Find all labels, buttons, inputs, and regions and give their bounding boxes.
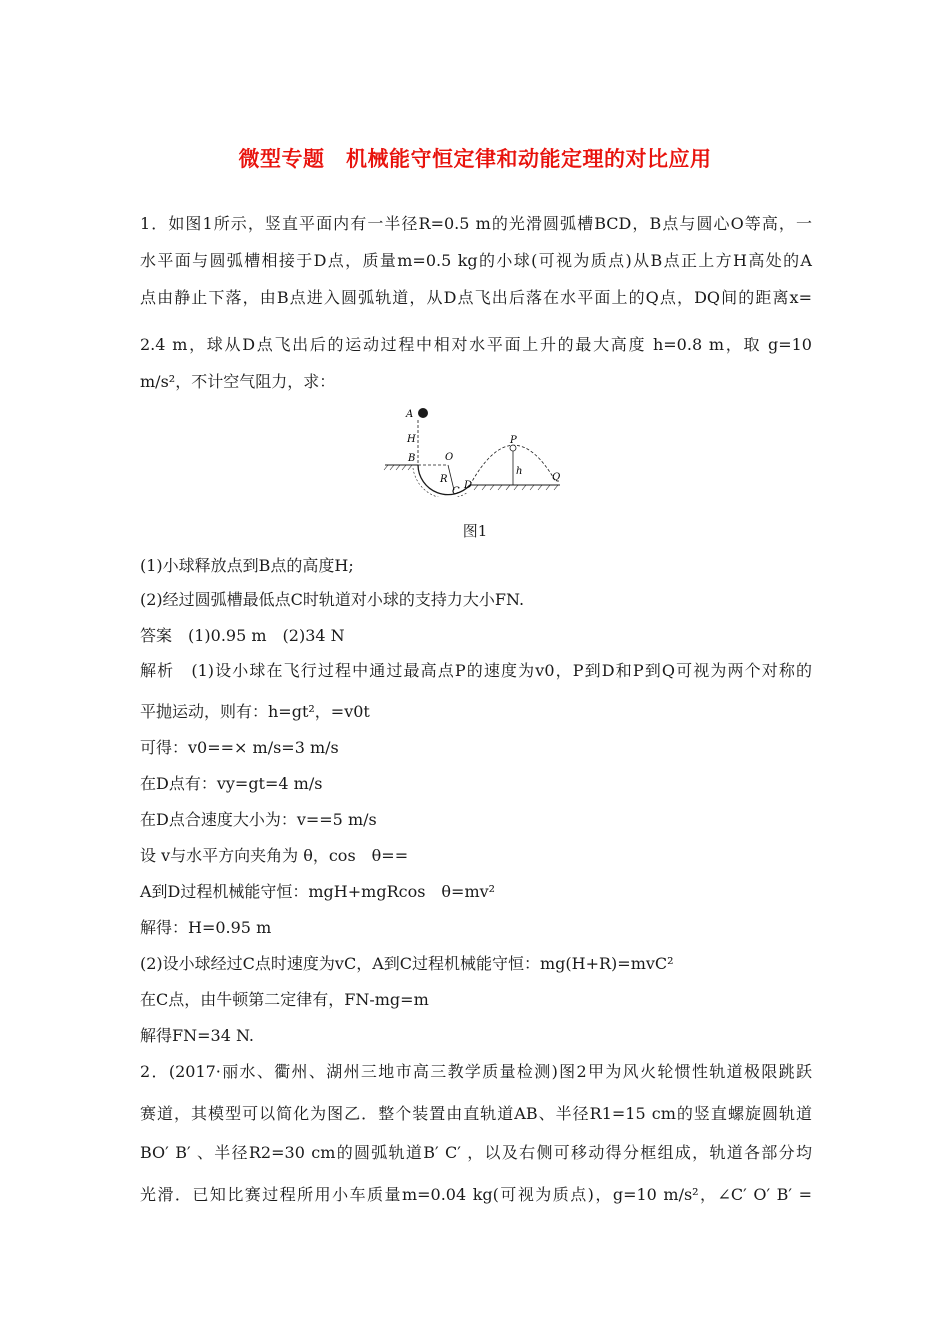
label-o: O [445, 452, 454, 463]
text-line: 1．如图1所示，竖直平面内有一半径R=0.5 m的光滑圆弧槽BCD，B点与圆心O等高，一 [140, 214, 812, 233]
label-b: B [408, 453, 416, 464]
figure-1-diagram [380, 402, 580, 497]
text-line: 解析 (1)设小球在飞行过程中通过最高点P的速度为v0，P到D和P到Q可视为两个对称的 [140, 661, 812, 680]
text-line: 设 v与水平方向夹角为 θ，cos θ== [140, 846, 409, 865]
text-line: (1)小球释放点到B点的高度H; [140, 556, 354, 575]
text-line: 在C点，由牛顿第二定律有，FN-mg=m [140, 990, 429, 1009]
text-line: m/s²，不计空气阻力，求： [140, 372, 336, 391]
label-r: R [440, 474, 448, 485]
label-q: Q [552, 472, 561, 483]
figure-caption: 图1 [462, 522, 488, 540]
label-a: A [406, 409, 414, 420]
text-line: 光滑．已知比赛过程所用小车质量m=0.04 kg(可视为质点)，g=10 m/s²，∠C′ O′ B′ = [140, 1185, 812, 1204]
text-line: 解得FN=34 N. [140, 1026, 255, 1045]
text-line: (2)设小球经过C点时速度为vC，A到C过程机械能守恒：mg(H+R)=mvC² [140, 954, 674, 973]
ground-hatch [384, 465, 412, 470]
label-p: P [510, 435, 517, 446]
text-line: BO′ B′ 、半径R2=30 cm的圆弧轨道B′ C′ ，以及右侧可移动得分框组成，轨道各部分均 [140, 1143, 812, 1162]
text-line: 可得：v0==× m/s=3 m/s [140, 738, 339, 757]
label-h-lower: h [516, 466, 523, 477]
label-d: D [464, 480, 473, 491]
text-line: 在D点有：vy=gt=4 m/s [140, 774, 323, 793]
ball-icon [418, 408, 428, 418]
text-line: 平抛运动，则有：h=gt²，=v0t [140, 702, 370, 721]
text-line: 解得：H=0.95 m [140, 918, 272, 937]
text-line: 水平面与圆弧槽相接于D点，质量m=0.5 kg的小球(可视为质点)从B点正上方H高处的A [140, 251, 812, 270]
label-h-upper: H [407, 434, 416, 445]
answer-line: 答案 (1)0.95 m (2)34 N [140, 626, 345, 645]
text-line: A到D过程机械能守恒：mgH+mgRcos θ=mv² [140, 882, 496, 901]
text-line: 2．(2017·丽水、衢州、湖州三地市高三教学质量检测)图2甲为风火轮惯性轨道极限跳跃 [140, 1062, 812, 1081]
text-line: 在D点合速度大小为：v==5 m/s [140, 810, 377, 829]
label-c: C [452, 486, 460, 497]
text-line: (2)经过圆弧槽最低点C时轨道对小球的支持力大小FN. [140, 590, 525, 609]
text-line: 点由静止下落，由B点进入圆弧轨道，从D点飞出后落在水平面上的Q点，DQ间的距离x= [140, 288, 812, 307]
page-title: 微型专题 机械能守恒定律和动能定理的对比应用 [238, 147, 712, 171]
text-line: 2.4 m，球从D点飞出后的运动过程中相对水平面上升的最大高度 h=0.8 m，取 g=10 [140, 335, 812, 354]
ground-hatch-right [474, 485, 558, 490]
text-line: 赛道，其模型可以简化为图乙．整个装置由直轨道AB、半径R1=15 cm的竖直螺旋圆轨道 [140, 1104, 812, 1123]
